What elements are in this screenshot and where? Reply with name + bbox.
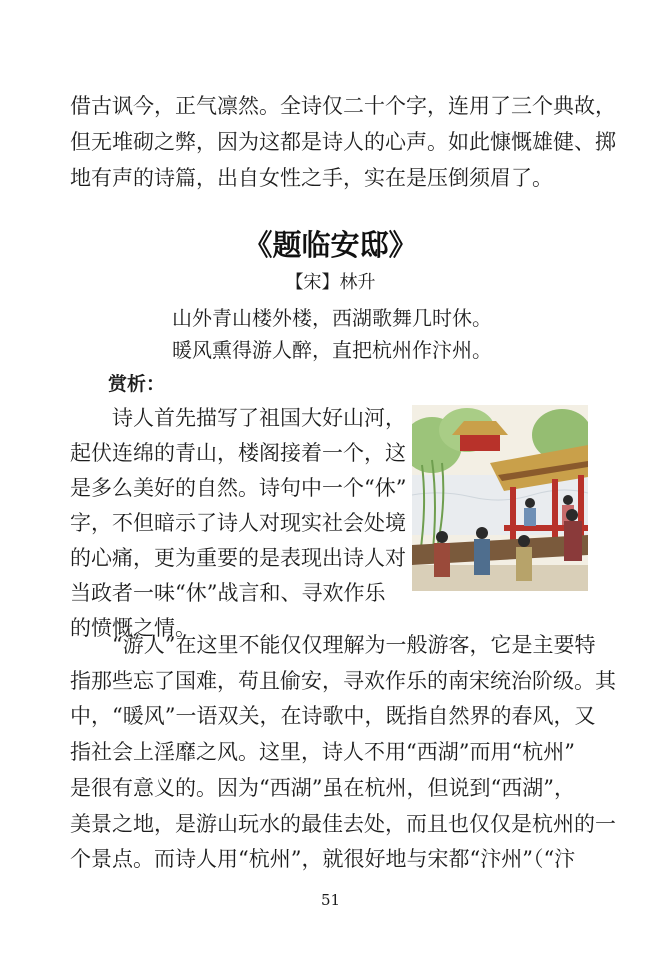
text-line: 个景点。而诗人用“杭州”，就很好地与宋都“汴州”（“汴 [70, 847, 576, 872]
text-line: 借古讽今，正气凛然。全诗仅二十个字，连用了三个典故， [70, 94, 616, 118]
text-line: 的愤慨之情。 [70, 616, 196, 640]
appreciation-heading: 赏析： [108, 373, 166, 395]
text-line: 是很有意义的。因为“西湖”虽在杭州，但说到“西湖”， [70, 775, 575, 800]
text-line: 指社会上淫靡之风。这里，诗人不用“西湖”而用“杭州” [70, 740, 575, 765]
text-line: 诗人首先描写了祖国大好山河， [112, 406, 406, 430]
text-line: 指那些忘了国难，苟且偷安，寻欢作乐的南宋统治阶级。其 [70, 668, 616, 693]
text-line: 美景之地，是游山玩水的最佳去处，而且也仅仅是杭州的一 [70, 811, 616, 836]
paragraph-intro [70, 88, 616, 196]
paragraph-analysis-1 [70, 401, 415, 646]
pavilion-illustration [412, 405, 588, 591]
paragraph-analysis-2 [70, 628, 616, 878]
text-line: 字，不但暗示了诗人对现实社会处境 [70, 511, 406, 535]
poem-line-1: 山外青山楼外楼，西湖歌舞几时休。 [172, 306, 492, 330]
text-line: 中，“暖风”一语双关，在诗歌中，既指自然界的春风，又 [70, 704, 596, 729]
poem-author: 【宋】林升 [285, 272, 376, 293]
poem-line-2: 暖风熏得游人醉，直把杭州作汴州。 [172, 338, 492, 362]
text-line: 的心痛，更为重要的是表现出诗人对 [70, 546, 406, 570]
text-line: 但无堆砌之弊，因为这都是诗人的心声。如此慷慨雄健、掷 [70, 130, 616, 154]
page-number: 51 [320, 891, 341, 909]
text-line: 当政者一味“休”战言和、寻欢作乐 [70, 581, 386, 605]
text-line: 是多么美好的自然。诗句中一个“休” [70, 476, 407, 500]
text-line: 起伏连绵的青山，楼阁接着一个，这 [70, 441, 406, 465]
poem-title: 《题临安邸》 [243, 228, 418, 262]
text-line: 地有声的诗篇，出自女性之手，实在是压倒须眉了。 [70, 166, 553, 190]
text-line: “游人”在这里不能仅仅理解为一般游客，它是主要特 [112, 633, 596, 657]
